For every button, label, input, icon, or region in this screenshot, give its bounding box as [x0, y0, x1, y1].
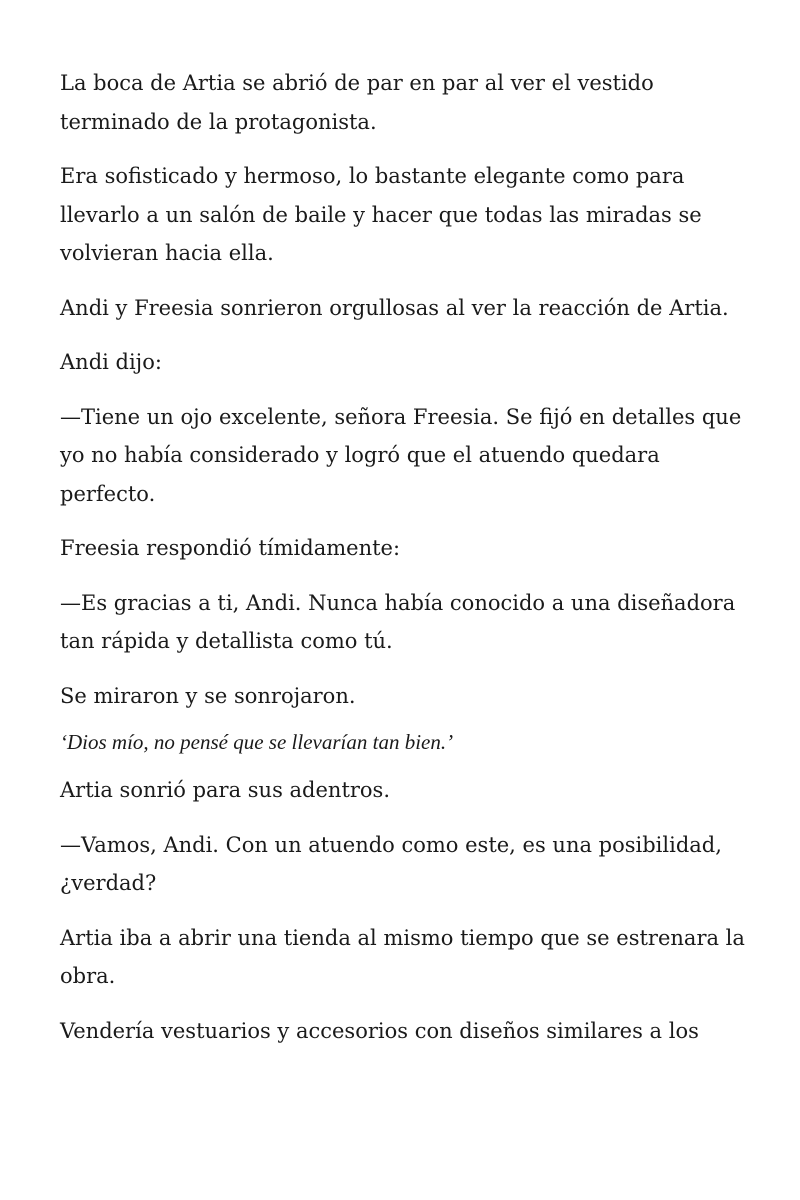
paragraph-9-thought: ‘Dios mío, no pensé que se llevarían tan bien.’ — [60, 730, 454, 754]
paragraph-4: Andi dijo: — [60, 350, 162, 374]
paragraph-1: La boca de Artia se abrió de par en par al ver el vestido terminado de la protagonista. — [60, 71, 654, 134]
paragraph-13: Vendería vestuarios y accesorios con diseños similares a los — [60, 1018, 699, 1043]
paragraph-7: —Es gracias a ti, Andi. Nunca había conocido a una diseñadora tan rápida y detallista como tú. — [60, 590, 736, 653]
paragraph-2: Era sofisticado y hermoso, lo bastante elegante como para llevarlo a un salón de baile y hacer que todas las miradas se volvieran hacia ella. — [60, 164, 702, 265]
paragraph-12: Artia iba a abrir una tienda al mismo tiempo que se estrenara la obra. — [60, 925, 745, 988]
paragraph-11: —Vamos, Andi. Con un atuendo como este, es una posibilidad, ¿verdad? — [60, 832, 722, 895]
paragraph-6: Freesia respondió tímidamente: — [60, 536, 401, 560]
paragraph-10: Artia sonrió para sus adentros. — [60, 778, 391, 802]
document-page — [60, 64, 750, 1066]
paragraph-5: —Tiene un ojo excelente, señora Freesia. Se fijó en detalles que yo no había considerado y logró que el atuendo quedara perfecto. — [60, 404, 742, 506]
paragraph-8: Se miraron y se sonrojaron. — [60, 683, 356, 708]
paragraph-3: Andi y Freesia sonrieron orgullosas al ver la reacción de Artia. — [60, 295, 729, 320]
